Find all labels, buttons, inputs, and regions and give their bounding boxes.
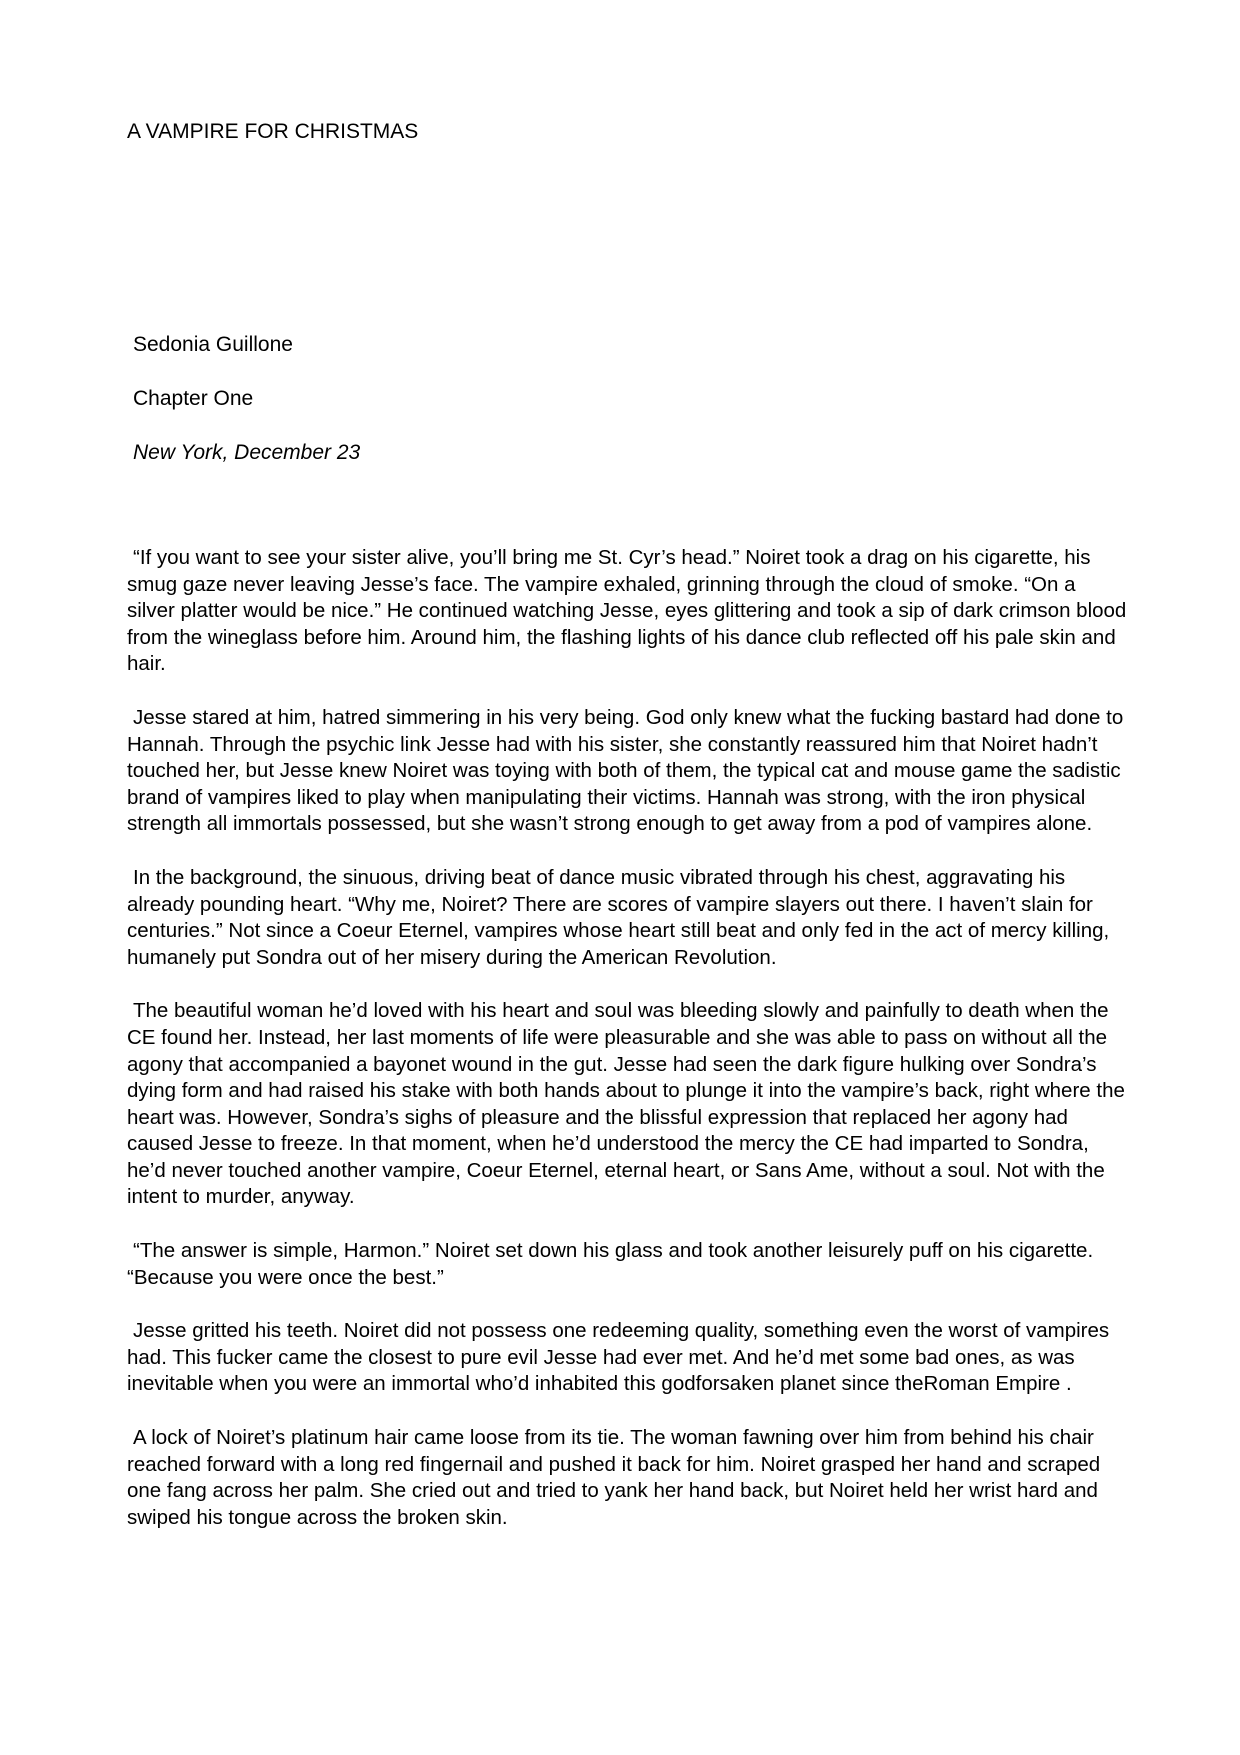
paragraph-3: In the background, the sinuous, driving beat of dance music vibrated through his chest, aggravating his already pounding heart. “Why me, Noiret? There are scores of vampire slayers out there. I haven’t slain for centuries.” Not since a Coeur Eternel, vampires whose heart still beat and only fed in the act of mercy killing, humanely put Sondra out of her misery during the American Revolution. xyxy=(127,865,1110,969)
paragraph-7: A lock of Noiret’s platinum hair came loose from its tie. The woman fawning over him from behind his chair reached forward with a long red fingernail and pushed it back for him. Noiret grasped her hand and scraped one fang across her palm. She cried out and tried to yank her hand back, but Noiret held her wrist hard and swiped his tongue across the broken skin. xyxy=(127,1426,1101,1529)
chapter-body xyxy=(127,545,1127,1558)
paragraph-6: Jesse gritted his teeth. Noiret did not possess one redeeming quality, something even the worst of vampires had. This fucker came the closest to pure evil Jesse had ever met. And he’d met some bad ones, as was inevitable when you were an immortal who’d inhabited this godforsaken planet since theRoman Empire . xyxy=(127,1319,1110,1396)
paragraph-4: The beautiful woman he’d loved with his heart and soul was bleeding slowly and painfully to death when the CE found her. Instead, her last moments of life were pleasurable and she was able to pass on without all the agony that accompanied a bayonet wound in the gut. Jesse had seen the dark figure hulking over Sondra’s dying form and had raised his stake with both hands about to plunge it into the vampire’s back, right where the heart was. However, Sondra’s sighs of pleasure and the blissful expression that replaced her agony had caused Jesse to freeze. In that moment, when he’d understood the mercy the CE had imparted to Sondra, he’d never touched another vampire, Coeur Eternel, eternal heart, or Sans Ame, without a soul. Not with the intent to murder, anyway. xyxy=(127,999,1125,1209)
paragraph-1: “If you want to see your sister alive, you’ll bring me St. Cyr’s head.” Noiret took a drag on his cigarette, his smug gaze never leaving Jesse’s face. The vampire exhaled, grinning through the cloud of smoke. “On a silver platter would be nice.” He continued watching Jesse, eyes glittering and took a sip of dark crimson blood from the wineglass before him. Around him, the flashing lights of his dance club reflected off his pale skin and hair. xyxy=(127,546,1127,676)
scene-setting: New York, December 23 xyxy=(133,441,361,464)
chapter-heading: Chapter One xyxy=(133,387,254,410)
book-title: A VAMPIRE FOR CHRISTMAS xyxy=(127,120,419,143)
paragraph-5: “The answer is simple, Harmon.” Noiret set down his glass and took another leisurely puff on his cigarette. “Because you were once the best.” xyxy=(127,1239,1094,1289)
author-name: Sedonia Guillone xyxy=(133,333,293,356)
paragraph-2: Jesse stared at him, hatred simmering in his very being. God only knew what the fucking bastard had done to Hannah. Through the psychic link Jesse had with his sister, she constantly reassured him that Noiret hadn’t touched her, but Jesse knew Noiret was toying with both of them, the typical cat and mouse game the sadistic brand of vampires liked to play when manipulating their victims. Hannah was strong, with the iron physical strength all immortals possessed, but she wasn’t strong enough to get away from a pod of vampires alone. xyxy=(127,705,1124,836)
